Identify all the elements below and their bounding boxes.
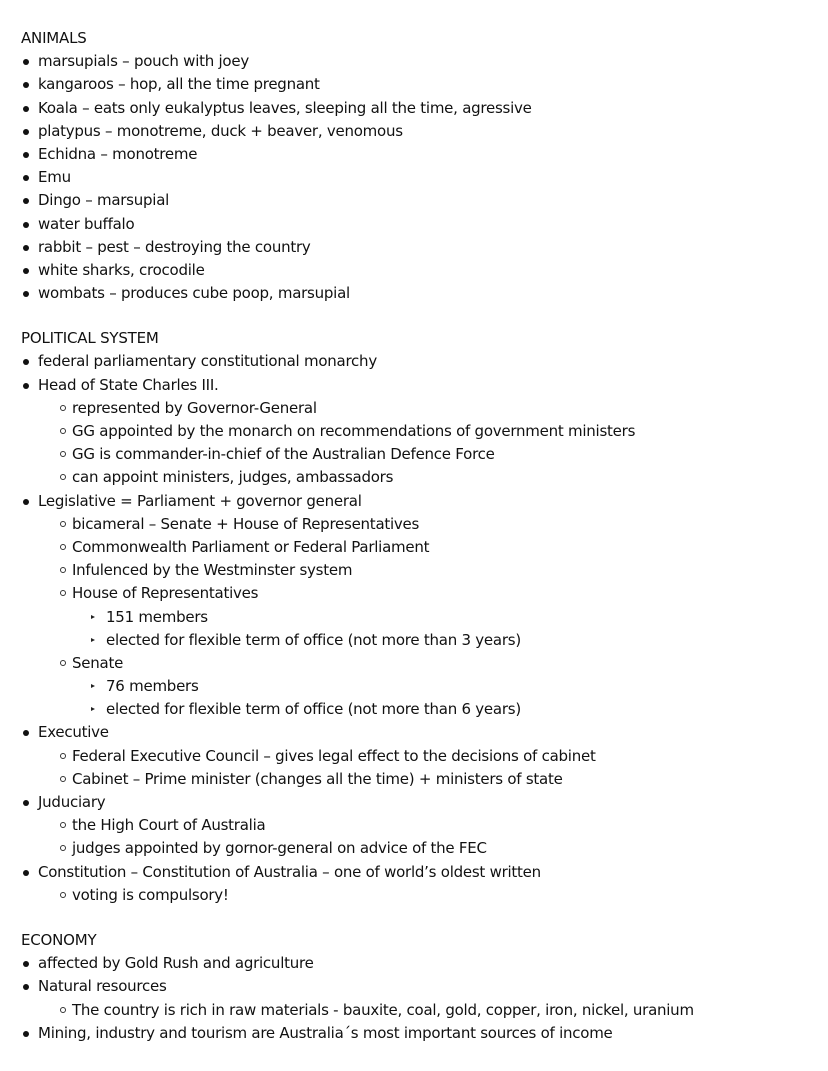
bullet-disc-icon [23,152,29,158]
list-item [21,120,821,143]
list-item-text: Emu [38,168,71,187]
sub-list-item [21,837,821,860]
list-item [21,952,821,975]
list-item-text: Echidna – monotreme [38,144,198,163]
list-item-text: bicameral – Senate + House of Representatives [72,514,420,533]
list-item-text: Infulenced by the Westminster system [72,561,353,580]
bullet-circle-icon [60,822,66,828]
section-heading: POLITICAL SYSTEM [21,329,159,348]
list-item [21,1022,821,1045]
sub-list-item [21,559,821,582]
bullet-triangle-icon [91,684,95,688]
list-item-text: white sharks, crocodile [38,260,205,279]
section-economy [21,929,821,1045]
bullet-circle-icon [60,892,66,898]
bullet-disc-icon [23,268,29,274]
list-item [21,73,821,96]
list-item-text: water buffalo [38,214,135,233]
list-item [21,50,821,73]
list-item [21,97,821,120]
bullet-disc-icon [23,961,29,967]
list-item-text: 76 members [106,677,199,696]
bullet-circle-icon [60,544,66,550]
list-item [21,143,821,166]
list-item-text: Legislative = Parliament + governor general [38,491,362,510]
section-heading: ECONOMY [21,930,97,949]
list-item-text: Federal Executive Council – gives legal effect to the decisions of cabinet [72,746,596,765]
list-item-text: the High Court of Australia [72,816,266,835]
list-item [21,282,821,305]
list-item-text: Executive [38,723,109,742]
list-item-text: can appoint ministers, judges, ambassadors [72,468,394,487]
bullet-disc-icon [23,870,29,876]
list-item-text: Cabinet – Prime minister (changes all the time) + ministers of state [72,769,563,788]
list-item-text: GG is commander-in-chief of the Australian Defence Force [72,445,495,464]
bullet-disc-icon [23,129,29,135]
list-item [21,861,821,884]
bullet-triangle-icon [91,615,95,619]
list-item-text: House of Representatives [72,584,259,603]
bullet-circle-icon [60,521,66,527]
sub-list-item [21,652,821,675]
bullet-disc-icon [23,198,29,204]
list-item-text: GG appointed by the monarch on recommendations of government ministers [72,422,636,440]
bullet-disc-icon [23,1031,29,1037]
list-item [21,490,821,513]
list-item-text: judges appointed by gornor-general on advice of the FEC [72,839,487,858]
list-item-text: Dingo – marsupial [38,191,170,210]
list-item [21,374,821,397]
list-item-text: voting is compulsory! [72,885,229,904]
list-item-text: The country is rich in raw materials - bauxite, coal, gold, copper, iron, nickel, uranium [72,1000,694,1019]
bullet-disc-icon [23,222,29,228]
bullet-circle-icon [60,405,66,411]
sub-list-item [21,466,821,489]
bullet-circle-icon [60,776,66,782]
list-item [21,213,821,236]
list-item-text: Commonwealth Parliament or Federal Parliament [72,537,430,556]
sub-list-item [21,999,821,1022]
list-item-text: federal parliamentary constitutional monarchy [38,352,377,371]
list-item [21,189,821,212]
list-item-text: represented by Governor-General [72,398,317,417]
bullet-disc-icon [23,383,29,389]
list-item [21,259,821,282]
bullet-disc-icon [23,106,29,112]
section-heading: ANIMALS [21,29,87,47]
list-item [21,721,821,744]
list-item-text: Senate [72,653,124,672]
bullet-disc-icon [23,175,29,181]
bullet-disc-icon [23,730,29,736]
bullet-circle-icon [60,451,66,457]
sub-list-item [21,745,821,768]
list-item-text: rabbit – pest – destroying the country [38,237,311,256]
bullet-circle-icon [60,660,66,666]
bullet-circle-icon [60,567,66,573]
sub-list-item [21,536,821,559]
list-item [21,791,821,814]
sub-sub-list-item [21,675,821,698]
bullet-circle-icon [60,474,66,480]
sub-list-item [21,884,821,907]
document [21,27,821,1045]
bullet-circle-icon [60,1007,66,1013]
list-item-text: affected by Gold Rush and agriculture [38,954,314,973]
bullet-disc-icon [23,245,29,251]
bullet-disc-icon [23,291,29,297]
list-item [21,166,821,189]
sub-list-item [21,397,821,420]
section-political-system [21,327,821,907]
list-item-text: Juduciary [38,793,106,811]
list-item-text: wombats – produces cube poop, marsupial [38,284,350,303]
bullet-disc-icon [23,499,29,505]
sub-sub-list-item [21,629,821,652]
sub-list-item [21,443,821,466]
list-item-text: 151 members [106,607,208,626]
sub-sub-list-item [21,698,821,721]
list-item-text: marsupials – pouch with joey [38,52,249,71]
bullet-triangle-icon [91,707,95,711]
sub-list-item [21,814,821,837]
bullet-circle-icon [60,753,66,759]
list-item-text: Koala – eats only eukalyptus leaves, sleeping all the time, agressive [38,98,532,117]
list-item [21,350,821,373]
bullet-circle-icon [60,428,66,434]
list-item-text: Mining, industry and tourism are Australia´s most important sources of income [38,1023,613,1042]
bullet-disc-icon [23,359,29,365]
list-item-text: Head of State Charles III. [38,375,219,394]
bullet-disc-icon [23,59,29,65]
sub-sub-list-item [21,606,821,629]
list-item [21,236,821,259]
list-item-text: Natural resources [38,977,167,996]
sub-list-item [21,768,821,791]
bullet-circle-icon [60,845,66,851]
bullet-disc-icon [23,82,29,88]
bullet-disc-icon [23,800,29,806]
list-item-text: kangaroos – hop, all the time pregnant [38,75,320,94]
section-animals [21,27,821,305]
list-item-text: Constitution – Constitution of Australia – one of world’s oldest written [38,862,541,881]
bullet-circle-icon [60,590,66,596]
bullet-triangle-icon [91,638,95,642]
list-item-text: elected for flexible term of office (not more than 6 years) [106,700,521,719]
sub-list-item [21,513,821,536]
sub-list-item [21,582,821,605]
bullet-disc-icon [23,984,29,990]
sub-list-item [21,420,821,443]
list-item-text: platypus – monotreme, duck + beaver, venomous [38,121,403,140]
list-item-text: elected for flexible term of office (not more than 3 years) [106,630,521,649]
list-item [21,975,821,998]
